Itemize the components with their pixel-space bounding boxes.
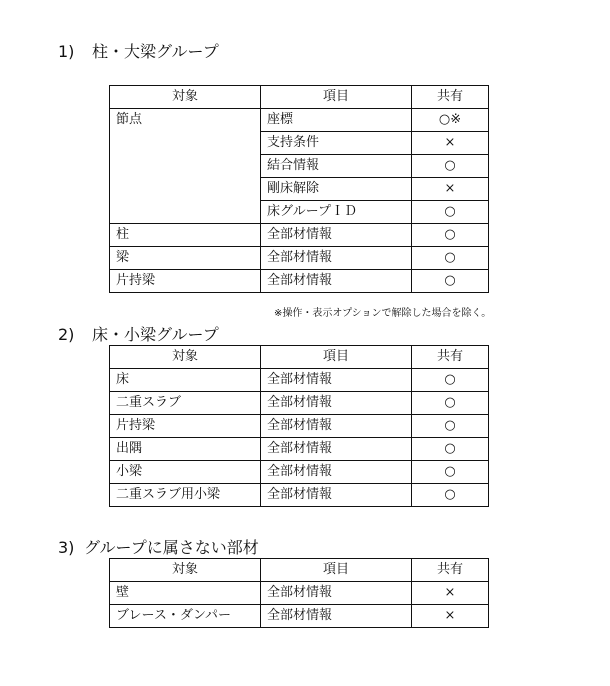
row-target: 節点 — [110, 109, 261, 224]
column-header-shared: 共有 — [412, 559, 489, 582]
row-shared: × — [412, 178, 489, 201]
row-item: 支持条件 — [261, 132, 412, 155]
table-row — [110, 109, 489, 132]
section-2-number: 2) — [58, 325, 75, 344]
row-item: 全部材情報 — [261, 392, 412, 415]
row-target: 柱 — [110, 224, 261, 247]
row-target: 二重スラブ用小梁 — [110, 484, 261, 507]
row-shared: × — [412, 582, 489, 605]
row-shared: ○ — [412, 392, 489, 415]
row-item: 全部材情報 — [261, 369, 412, 392]
column-header-item: 項目 — [261, 86, 412, 109]
column-header-item: 項目 — [261, 559, 412, 582]
row-item: 全部材情報 — [261, 270, 412, 293]
table-header-row — [110, 86, 489, 109]
row-shared: ○ — [412, 438, 489, 461]
column-header-shared: 共有 — [412, 346, 489, 369]
row-shared: × — [412, 132, 489, 155]
table-row — [110, 605, 489, 628]
row-shared: ○ — [412, 201, 489, 224]
row-item: 剛床解除 — [261, 178, 412, 201]
row-shared: ○ — [412, 461, 489, 484]
column-header-target: 対象 — [110, 86, 261, 109]
row-shared: ○ — [412, 270, 489, 293]
table-row — [110, 247, 489, 270]
row-shared: × — [412, 605, 489, 628]
row-target: 梁 — [110, 247, 261, 270]
table-row — [110, 438, 489, 461]
row-item: 全部材情報 — [261, 438, 412, 461]
section-3-heading — [58, 535, 259, 558]
section-3-number: 3) — [58, 538, 75, 557]
table-row — [110, 392, 489, 415]
row-item: 結合情報 — [261, 155, 412, 178]
section-2-title: 床・小梁グループ — [92, 325, 219, 344]
table-row — [110, 415, 489, 438]
row-item: 全部材情報 — [261, 224, 412, 247]
section-1-number: 1) — [58, 42, 75, 61]
row-target: 床 — [110, 369, 261, 392]
row-target: 片持梁 — [110, 415, 261, 438]
row-shared: ○ — [412, 224, 489, 247]
row-item: 全部材情報 — [261, 415, 412, 438]
row-shared: ○ — [412, 369, 489, 392]
column-header-target: 対象 — [110, 346, 261, 369]
row-item: 座標 — [261, 109, 412, 132]
row-shared: ○ — [412, 484, 489, 507]
row-target: 壁 — [110, 582, 261, 605]
row-target: 二重スラブ — [110, 392, 261, 415]
section-1-title: 柱・大梁グループ — [92, 42, 219, 61]
section-1-heading — [58, 39, 219, 62]
column-header-item: 項目 — [261, 346, 412, 369]
section-1-table — [109, 85, 489, 293]
row-item: 全部材情報 — [261, 605, 412, 628]
column-header-target: 対象 — [110, 559, 261, 582]
section-3-table — [109, 558, 489, 628]
footnote: ※操作・表示オプションで解除した場合を除く。 — [274, 308, 492, 319]
row-target: ブレース・ダンパー — [110, 605, 261, 628]
row-shared: ○ — [412, 155, 489, 178]
row-item: 全部材情報 — [261, 484, 412, 507]
table-row — [110, 270, 489, 293]
section-3-title: グループに属さない部材 — [84, 538, 259, 557]
row-item: 床グループＩＤ — [261, 201, 412, 224]
table-header-row — [110, 346, 489, 369]
row-shared: ○※ — [412, 109, 489, 132]
row-shared: ○ — [412, 415, 489, 438]
column-header-shared: 共有 — [412, 86, 489, 109]
row-item: 全部材情報 — [261, 582, 412, 605]
table-row — [110, 582, 489, 605]
row-item: 全部材情報 — [261, 461, 412, 484]
table-row — [110, 461, 489, 484]
row-item: 全部材情報 — [261, 247, 412, 270]
table-header-row — [110, 559, 489, 582]
row-target: 小梁 — [110, 461, 261, 484]
table-row — [110, 369, 489, 392]
row-shared: ○ — [412, 247, 489, 270]
table-row — [110, 484, 489, 507]
row-target: 片持梁 — [110, 270, 261, 293]
section-2-table — [109, 345, 489, 507]
table-row — [110, 224, 489, 247]
row-target: 出隅 — [110, 438, 261, 461]
section-2-heading — [58, 322, 219, 345]
